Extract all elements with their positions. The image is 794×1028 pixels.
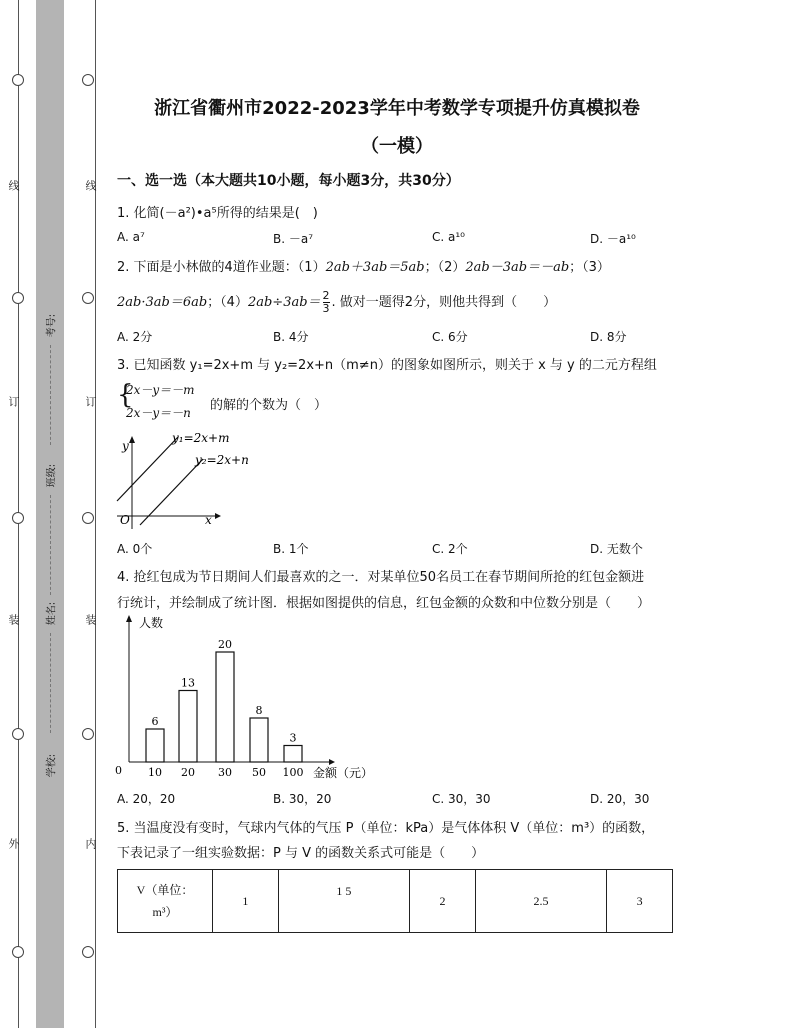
binding-hole (12, 292, 24, 304)
field-exam-number-label: 考号: (46, 313, 58, 338)
chart-bar (146, 729, 164, 762)
chart-bar (216, 652, 234, 762)
q4-option-a[interactable]: A. 20，20 (117, 792, 176, 806)
chart-bar (179, 691, 197, 763)
chart-data-label: 3 (289, 731, 297, 745)
origin-label: O (120, 513, 130, 527)
margin-label-inner: 线 (84, 180, 97, 191)
chart-bar (250, 718, 268, 762)
q5-data-table (117, 869, 673, 933)
binding-hole (12, 728, 24, 740)
q2-expr-3: 2ab·3ab＝6ab (117, 295, 208, 310)
binding-hole (82, 74, 94, 86)
q2-option-c[interactable]: C. 6分 (432, 330, 468, 344)
line-y2 (140, 459, 203, 525)
chart-origin-label: 0 (115, 764, 122, 777)
margin-label-outer: 线 (7, 180, 20, 191)
q4-bar-chart (112, 612, 392, 787)
q2-sep: ；（4） (207, 295, 248, 310)
margin-label-outer: 外 (7, 838, 20, 849)
table-cell: 1 5 (278, 870, 409, 933)
q2-option-a[interactable]: A. 2分 (117, 330, 153, 344)
q3-graph (115, 425, 260, 530)
question-1-stem: 1. 化简(－a²)•a⁵所得的结果是( ) (117, 206, 318, 221)
field-name-line[interactable] (50, 633, 51, 733)
chart-tick-label: 10 (148, 766, 162, 779)
chart-data-label: 20 (218, 638, 232, 651)
margin-label-inner: 订 (84, 396, 97, 407)
table-cell: 1 (213, 870, 279, 933)
field-name-label: 姓名: (46, 601, 58, 626)
q2-expr-4: 2ab÷3ab＝ (247, 295, 321, 310)
question-4-stem-1: 4. 抢红包成为节日期间人们最喜欢的之一．对某单位50名员工在春节期间所抢的红包金额进 (117, 570, 645, 585)
question-2-stem (117, 256, 610, 275)
margin-label-outer: 订 (7, 396, 20, 407)
field-exam-number-line[interactable] (50, 345, 51, 445)
q2-option-d[interactable]: D. 8分 (590, 330, 627, 344)
field-class-label: 班级: (46, 463, 58, 488)
q3-option-a[interactable]: A. 0个 (117, 542, 153, 556)
chart-x-axis-arrow (329, 759, 335, 765)
question-4-stem-2: 行统计，并绘制成了统计图．根据如图提供的信息，红包金额的众数和中位数分别是（ ） (117, 596, 651, 611)
q4-option-c[interactable]: C. 30，30 (432, 792, 491, 806)
q2-sep: ；（2） (424, 260, 466, 275)
question-2-stem-cont (117, 290, 556, 315)
q2-tail: . 做对一题得2分，则他共得到（ ） (331, 295, 557, 310)
line-y2-label: y₂=2x+n (195, 453, 249, 467)
table-header-line-2: m³） (152, 905, 178, 919)
page-subtitle: （一模） (361, 136, 433, 157)
section-heading: 一、选一选（本大题共10小题，每小题3分，共30分） (117, 173, 460, 189)
q1-option-a[interactable]: A. a⁷ (117, 230, 145, 244)
table-cell: 2 (410, 870, 476, 933)
q2-fraction (323, 290, 330, 315)
chart-data-label: 8 (255, 704, 263, 717)
q3-option-b[interactable]: B. 1个 (273, 542, 309, 556)
q1-option-b[interactable]: B. －a⁷ (273, 232, 314, 246)
q4-option-b[interactable]: B. 30，20 (273, 792, 332, 806)
chart-y-label: 人数 (139, 616, 164, 630)
q3-tail: 的解的个数为（ ） (210, 398, 328, 413)
x-axis-label: x (205, 513, 212, 527)
question-5-stem-2: 下表记录了一组实验数据：P 与 V 的函数关系式可能是（ ） (117, 846, 485, 861)
binding-hole (12, 946, 24, 958)
q3-brace: { (117, 380, 134, 410)
chart-x-label: 金额（元） (313, 766, 374, 780)
margin-label-inner: 装 (84, 614, 97, 625)
field-class-line[interactable] (50, 495, 51, 595)
q2-sep: ；（3） (569, 260, 610, 275)
question-5-stem-1: 5. 当温度没有变时，气球内气体的气压 P（单位：kPa）是气体体积 V（单位：m³）的函数， (117, 821, 655, 836)
x-axis-arrow (215, 513, 221, 519)
chart-tick-label: 50 (252, 766, 266, 779)
line-y1-label: y₁=2x+m (172, 431, 230, 445)
binding-hole (82, 946, 94, 958)
margin-label-outer: 装 (7, 614, 20, 625)
y-axis-arrow (129, 436, 135, 443)
q2-expr-1: 2ab＋3ab＝5ab (325, 260, 425, 275)
q1-option-d[interactable]: D. －a¹⁰ (590, 232, 636, 246)
binding-hole (82, 292, 94, 304)
binding-hole (12, 512, 24, 524)
q4-option-d[interactable]: D. 20，30 (590, 792, 650, 806)
q3-option-c[interactable]: C. 2个 (432, 542, 468, 556)
table-header-line-1: V（单位： (136, 883, 194, 897)
q2-option-b[interactable]: B. 4分 (273, 330, 309, 344)
table-header-cell (118, 870, 213, 933)
field-school-label: 学校: (46, 753, 58, 778)
q3-equation-1: 2x－y＝－m (126, 383, 195, 397)
table-cell: 3 (607, 870, 673, 933)
question-3-stem: 3. 已知函数 y₁=2x+m 与 y₂=2x+n（m≠n）的图象如图所示，则关于 x 与 y 的二元方程组 (117, 358, 657, 373)
chart-tick-label: 100 (282, 766, 304, 779)
chart-bar (284, 746, 302, 763)
binding-hole (82, 728, 94, 740)
chart-data-label: 13 (181, 676, 195, 690)
chart-y-axis-arrow (126, 615, 132, 622)
chart-tick-label: 20 (181, 766, 195, 779)
chart-tick-label: 30 (218, 766, 232, 779)
y-axis-label: y (122, 439, 129, 453)
binding-hole (82, 512, 94, 524)
q2-text: 2. 下面是小林做的4道作业题：（1） (117, 260, 326, 275)
q1-option-c[interactable]: C. a¹⁰ (432, 230, 465, 244)
q3-option-d[interactable]: D. 无数个 (590, 542, 643, 556)
table-row (118, 870, 673, 933)
margin-label-inner: 内 (84, 838, 97, 849)
q3-equation-2: 2x－y＝－n (126, 406, 191, 420)
q2-frac-den: 3 (322, 302, 330, 315)
page-title: 浙江省衢州市2022-2023学年中考数学专项提升仿真模拟卷 (154, 98, 640, 119)
chart-data-label: 6 (151, 715, 159, 728)
binding-hole (12, 74, 24, 86)
table-cell: 2.5 (475, 870, 606, 933)
q2-expr-2: 2ab－3ab＝－ab (465, 260, 570, 275)
q2-frac-num: 2 (322, 289, 330, 302)
